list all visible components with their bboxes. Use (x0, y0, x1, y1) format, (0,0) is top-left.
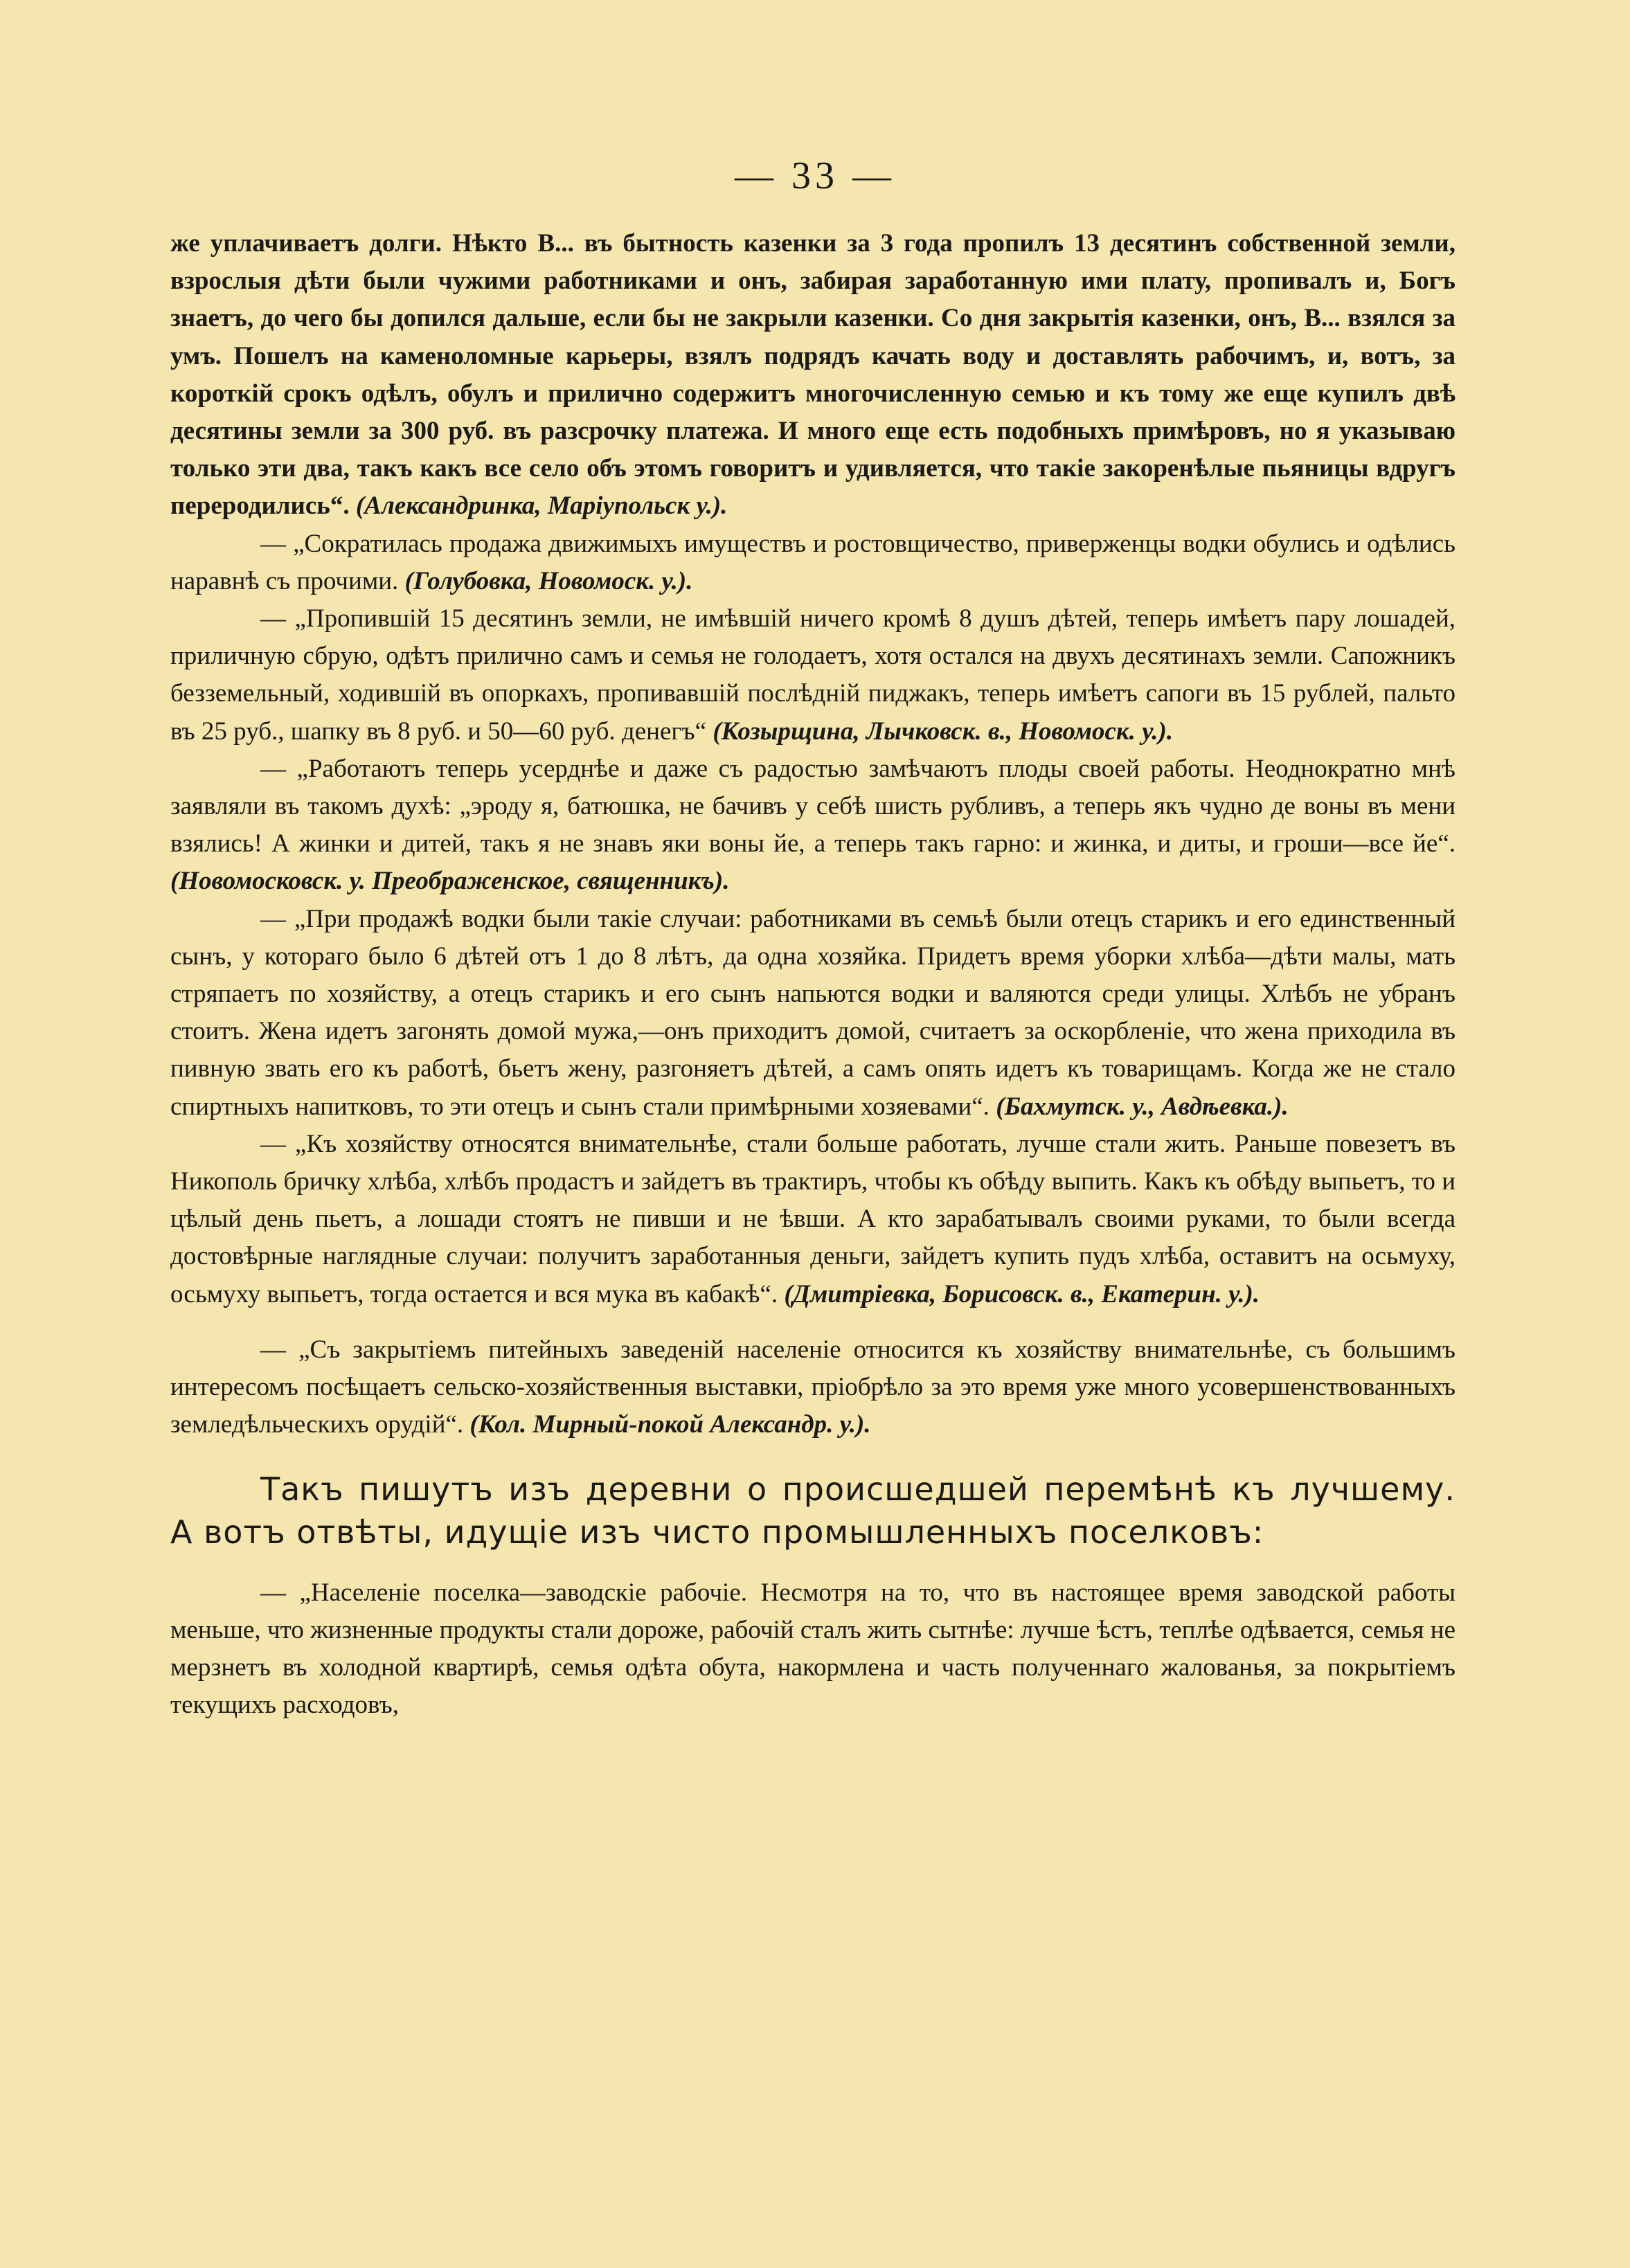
paragraph-4-text: — „Работаютъ теперь усерднѣе и даже съ радостью замѣчаютъ плоды своей работы. Неоднократно мнѣ заявляли въ такомъ духѣ: „эроду я, батюшка, не бачивъ у себѣ шисть рубливъ, а теперь якъ чудно де воны въ мени взялись! А жинки и дитей, такъ я не знавъ яки воны йе, а теперь такъ гарно: и жинка, и диты, и гроши—все йе“. (170, 754, 1456, 858)
paragraph-9: — „Населеніе поселка—заводскіе рабочіе. Несмотря на то, что въ настоящее время заводской работы меньше, что жизненные продукты стали дороже, рабочій сталъ жить сытнѣе: лучше ѣстъ, теплѣе одѣвается, семья не мерзнетъ въ холодной квартирѣ, семья одѣта обута, накормлена и часть полученнаго жалованья, за покрытіемъ текущихъ расходовъ, (170, 1578, 1456, 1720)
paragraph-3-source: (Козырщина, Лычковск. в., Новомоск. у.). (713, 717, 1174, 746)
paragraph-7 (170, 1331, 1456, 1444)
paragraph-5-text: — „При продажѣ водки были такіе случаи: работниками въ семьѣ были отецъ старикъ и его единственный сынъ, у котораго было 6 дѣтей отъ 1 до 8 лѣтъ, да одна хозяйка. Придетъ время уборки хлѣба—дѣти малы, мать стряпаетъ по хозяйству, а отецъ старикъ и его сынъ напьются водки и валяются среди улицы. Хлѣбъ не убранъ стоитъ. Жена идетъ загонять домой мужа,—онъ приходитъ домой, считаетъ за оскорбленіе, что жена приходила въ пивную звать его къ работѣ, бьетъ жену, разгоняетъ дѣтей, а самъ опять идетъ къ товарищамъ. Когда же не стало спиртныхъ напитковъ, то эти отецъ и сынъ стали примѣрными хозяевами“. (170, 904, 1456, 1121)
paragraph-6 (170, 1126, 1456, 1313)
paragraph-3-text: — „Пропившій 15 десятинъ земли, не имѣвшій ничего кромѣ 8 душъ дѣтей, теперь имѣетъ пару лошадей, приличную сбрую, одѣтъ прилично самъ и семья не голодаетъ, хотя остался на двухъ десятинахъ земли. Сапожникъ безземельный, ходившій въ опоркахъ, пропивавшій послѣдній пиджакъ, теперь имѣетъ сапоги въ 15 рублей, пальто въ 25 руб., шапку въ 8 руб. и 50—60 руб. денегъ“ (170, 604, 1456, 746)
paragraph-2-source: (Голубовка, Новомоск. у.). (404, 566, 693, 595)
body-text (170, 225, 1456, 1724)
paragraph-1-source: (Александринка, Маріупольск у.). (355, 492, 728, 521)
page-number: — 33 — (735, 154, 895, 197)
paragraph-2-text: — „Сократилась продажа движимыхъ имуществъ и ростовщичество, приверженцы водки обулись и одѣлись наравнѣ съ прочими. (170, 529, 1456, 595)
paragraph-5 (170, 901, 1456, 1126)
paragraph-4-source: (Новомосковск. у. Преображенское, священникъ). (170, 867, 730, 896)
paragraph-1 (170, 225, 1456, 525)
paragraph-3 (170, 600, 1456, 750)
paragraph-2 (170, 525, 1456, 600)
paragraph-1-text: же уплачиваетъ долги. Нѣкто В... въ бытность казенки за 3 года пропилъ 13 десятинъ собственной земли, взрослыя дѣти были чужими работниками и онъ, забирая заработанную ими плату, пропивалъ и, Богъ знаетъ, до чего бы допился дальше, если бы не закрыли казенки. Со дня закрытія казенки, онъ, В... взялся за умъ. Пошелъ на каменоломные карьеры, взялъ подрядъ качать воду и доставлять рабочимъ, и, вотъ, за короткій срокъ одѣлъ, обулъ и прилично содержитъ многочисленную семью и къ тому же еще купилъ двѣ десятины земли за 300 руб. въ разсрочку платежа. И много еще есть подобныхъ примѣровъ, но я указываю только эти два, такъ какъ все село объ этомъ говоритъ и удивляется, что такіе закоренѣлые пьяницы вдругъ переродились“. (170, 229, 1456, 521)
paragraph-8-large: Такъ пишутъ изъ деревни о происшедшей перемѣнѣ къ лучшему. А вотъ отвѣты, идущіе изъ чисто промышленныхъ поселковъ: (170, 1470, 1456, 1551)
paragraph-4 (170, 750, 1456, 901)
paragraph-6-text: — „Къ хозяйству относятся внимательнѣе, стали больше работать, лучше стали жить. Раньше повезетъ въ Никополь бричку хлѣба, хлѣбъ продастъ и зайдетъ въ трактиръ, чтобы къ обѣду выпить. Какъ къ обѣду выпьетъ, то и цѣлый день пьетъ, а лошади стоятъ не пивши и не ѣвши. А кто зарабатывалъ своими руками, то были всегда достовѣрные наглядные случаи: получитъ заработанныя деньги, зайдетъ купить пудъ хлѣба, оставитъ на осьмуху, осьмуху выпьетъ, тогда остается и вся мука въ кабакѣ“. (170, 1129, 1456, 1308)
paragraph-6-source: (Дмитріевка, Борисовск. в., Екатерин. у.). (784, 1279, 1260, 1308)
paragraph-5-source: (Бахмутск. у., Авдѣевка.). (996, 1092, 1289, 1121)
paragraph-7-text: — „Съ закрытіемъ питейныхъ заведеній населеніе относится къ хозяйству внимательнѣе, съ большимъ интересомъ посѣщаетъ сельско-хозяйственныя выставки, пріобрѣло за это время уже много усовершенствованныхъ земледѣльческихъ орудій“. (170, 1335, 1456, 1439)
paragraph-7-source: (Кол. Мирный-покой Александр. у.). (469, 1410, 871, 1439)
